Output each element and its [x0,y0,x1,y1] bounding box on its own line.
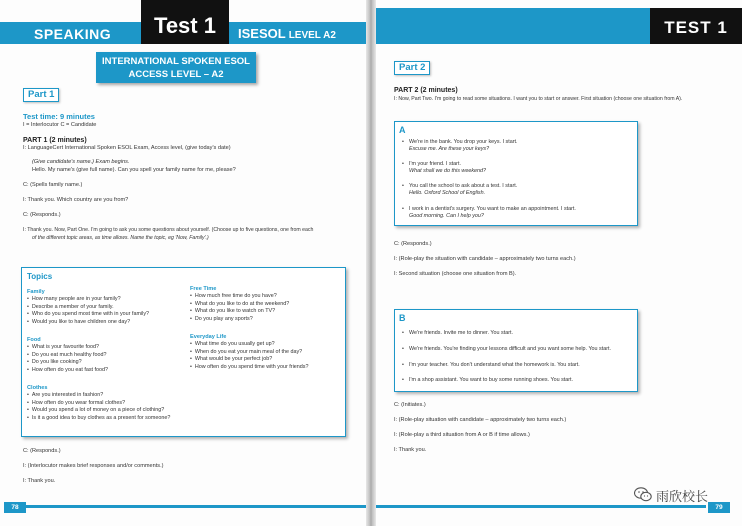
topic-everyday-label: Everyday Life [190,334,227,340]
situation-text: • You call the school to ask about a test. I start. [409,183,518,189]
situation-text: • We're in the bank. You drop your keys. I start. [409,139,518,145]
situation-example: Excuse me. Are these your keys? [409,146,490,153]
topic-family-list [27,296,149,327]
list-item: • What do you like to watch on TV? [190,308,289,316]
list-item: • How often do you spend time with your friends? [190,364,308,372]
script-line: (Give candidate's name.) Exam begins. [32,159,130,165]
page-number-left: 78 [4,502,26,513]
isesol-label: ISESOL [238,26,286,41]
situation-box-a [394,121,638,226]
test-time: Test time: 9 minutes [23,112,95,121]
list-item: • What is your favourite food? [27,344,108,352]
watermark-text: 雨欣校长 [656,490,709,505]
list-item: • Is it a good idea to buy clothes as a present for someone? [27,415,170,423]
wechat-icon [634,487,652,502]
situation-item [403,161,486,175]
situation-item [403,362,580,369]
situation-item [403,377,573,384]
list-item: • Would you spend a lot of money on a piece of clothing? [27,407,170,415]
exam-title-line2: ACCESS LEVEL – A2 [128,69,224,80]
test-title-right: TEST 1 [650,8,742,44]
list-item: • Describe a member of your family. [27,304,149,312]
script-line: I: Now, Part Two. I'm going to read some situations. I want you to start or answer. First situation (choose one situation from A). [394,96,683,102]
script-line: I: Thank you. Now, Part One. I'm going to ask you some questions about yourself. (Choose up to five questions, one from each [23,227,314,233]
situation-text: • I work in a dentist's surgery. You want to make an appointment. I start. [409,206,576,212]
script-line: C: (Initiates.) [394,402,426,408]
list-item: • What would be your perfect job? [190,356,308,364]
page-number-right: 79 [708,502,730,513]
situation-letter-a: A [399,125,406,135]
script-line: C: (Responds.) [23,448,61,454]
situation-example: Good morning. Can I help you? [409,213,484,220]
topics-title: Topics [27,272,53,281]
situation-letter-b: B [399,313,406,323]
situation-text: • I'm your teacher. You don't understand what the homework is. You start. [409,362,580,368]
script-line: C: (Responds.) [394,241,432,247]
list-item: • How often do you eat fast food? [27,367,108,375]
script-line: Hello. My name's (give full name). Can you spell your family name for me, please? [32,167,236,173]
list-item: • What time do you usually get up? [190,341,308,349]
topic-clothes-list [27,392,170,423]
script-line: I: Second situation (choose one situation from B). [394,271,517,277]
watermark [634,484,716,506]
situation-text: • We're friends. Invite me to dinner. You start. [409,330,514,336]
list-item: • When do you eat your main meal of the day? [190,349,308,357]
exam-title-line1: INTERNATIONAL SPOKEN ESOL [102,56,250,67]
book-spine [366,0,376,526]
script-line: I: LanguageCert International Spoken ESOL Exam, Access level, (give today's date) [23,145,231,151]
part2-heading: PART 2 (2 minutes) [394,87,458,94]
left-page [0,0,370,526]
situation-box-b [394,309,638,392]
topic-food-label: Food [27,337,41,343]
situation-item [403,139,518,153]
list-item: • Do you like cooking? [27,359,108,367]
topic-free-time-label: Free Time [190,286,217,292]
list-item: • Would you like to have children one day? [27,319,149,327]
script-line: I: (Role-play the situation with candidate – approximately two turns each.) [394,256,576,262]
part1-heading: PART 1 (2 minutes) [23,137,87,144]
script-line: I: (Role-play a third situation from A or B if time allows.) [394,432,530,438]
situation-item [403,206,576,220]
list-item: • Who do you spend most time with in your family? [27,311,149,319]
script-line: I: (Role-play situation with candidate – approximately two turns each.) [394,417,567,423]
list-item: • How many people are in your family? [27,296,149,304]
script-line: I: (Interlocutor makes brief responses and/or comments.) [23,463,164,469]
roles-legend: I = Interlocutor C = Candidate [23,122,97,128]
script-line: I: Thank you. Which country are you from? [23,197,129,203]
topics-box [21,267,346,437]
script-line: I: Thank you. [23,478,56,484]
situation-text: • We're friends. You're finding your lessons difficult and you want some help. You start. [409,346,612,352]
topic-food-list [27,344,108,375]
section-title: SPEAKING [34,26,112,42]
script-line: C: (Spells family name.) [23,182,83,188]
exam-name [238,26,336,41]
script-line: C: (Responds.) [23,212,61,218]
topic-everyday-list [190,341,308,372]
topic-free-time-list [190,293,289,324]
test-title-left: Test 1 [141,0,229,44]
part2-tag: Part 2 [394,61,430,75]
situation-item [403,183,517,197]
list-item: • What do you like to do at the weekend? [190,301,289,309]
list-item: • How often do you wear formal clothes? [27,400,170,408]
exam-title-box [96,52,256,83]
situation-example: Hello. Oxford School of English. [409,190,486,197]
list-item: • Are you interested in fashion? [27,392,170,400]
situation-example: What shall we do this weekend? [409,168,487,175]
list-item: • Do you eat much healthy food? [27,352,108,360]
situation-text: • I'm your friend. I start. [409,161,461,167]
script-line: I: Thank you. [394,447,427,453]
situation-item [403,346,611,353]
topic-family-label: Family [27,289,45,295]
list-item: • Do you play any sports? [190,316,289,324]
situation-text: • I'm a shop assistant. You want to buy some running shoes. You start. [409,377,574,383]
part1-tag: Part 1 [23,88,59,102]
situation-item [403,330,513,337]
list-item: • How much free time do you have? [190,293,289,301]
footer-bar [26,505,370,508]
level-label: LEVEL A2 [288,30,336,41]
script-line: of the different topic areas, as time allows. Name the topic, eg 'Now, Family'.) [32,235,209,241]
topic-clothes-label: Clothes [27,385,48,391]
